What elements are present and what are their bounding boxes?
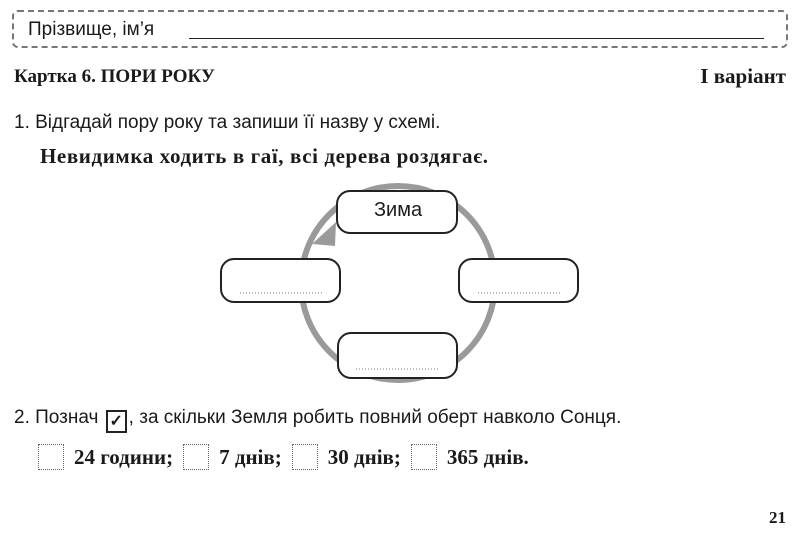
card-title: Картка 6. ПОРИ РОКУ — [14, 66, 215, 87]
riddle-text: Невидимка ходить в гаї, всі дерева роздягає. — [40, 144, 489, 168]
checkbox-7-days[interactable] — [183, 444, 209, 470]
task2-instruction — [14, 407, 621, 433]
option-7-days — [183, 444, 292, 470]
option-24-hours — [38, 444, 183, 470]
answer-options — [38, 444, 539, 470]
checkbox-365-days[interactable] — [411, 444, 437, 470]
option-label: 24 години; — [74, 444, 174, 469]
season-box-right[interactable] — [459, 259, 578, 302]
name-label: Прізвище, ім’я — [28, 19, 155, 40]
checkmark-icon: ✓ — [106, 410, 127, 433]
option-30-days — [292, 444, 411, 470]
season-box-bottom[interactable] — [338, 333, 457, 378]
page-number: 21 — [769, 508, 786, 527]
option-label: 365 днів. — [446, 444, 529, 469]
task2-suffix: , за скільки Земля робить повний оберт навколо Сонця. — [128, 407, 622, 428]
option-label: 30 днів; — [327, 444, 401, 469]
task2-prefix: 2. Познач — [14, 407, 99, 428]
option-label: 7 днів; — [219, 444, 282, 469]
checkbox-24-hours[interactable] — [38, 444, 64, 470]
season-label-winter: Зима — [373, 199, 423, 221]
season-box-left[interactable] — [221, 259, 340, 302]
variant-label: I варіант — [700, 64, 786, 88]
task1-instruction: 1. Відгадай пору року та запиши її назву у схемі. — [14, 112, 441, 133]
checkbox-30-days[interactable] — [292, 444, 318, 470]
option-365-days — [411, 444, 539, 470]
